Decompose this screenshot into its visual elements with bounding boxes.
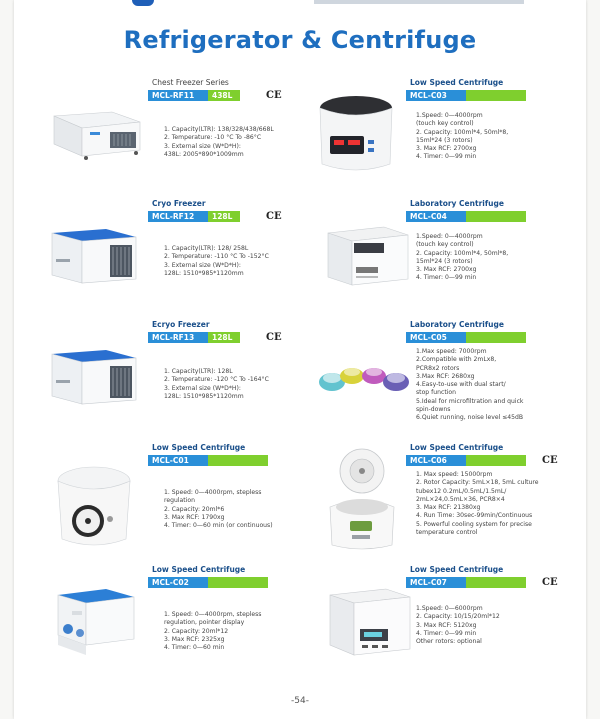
spec-line: 3. Max RCF: 2325xg — [164, 635, 225, 643]
ce-mark: CE — [266, 90, 282, 101]
model-bar — [406, 332, 526, 343]
spec-line: 1.Max speed: 7000rpm — [416, 348, 487, 355]
model-bar-fill — [466, 455, 526, 466]
model-code: MCL-C01 — [148, 455, 208, 466]
spec-list — [416, 605, 500, 646]
model-code: MCL-C04 — [406, 211, 466, 222]
model-bar-fill — [208, 577, 268, 588]
product-category: Low Speed Centrifuge — [410, 78, 504, 87]
product-category: Low Speed Centrifuge — [152, 565, 246, 574]
mini-centrifuges-image — [316, 360, 412, 396]
spec-line: 2. Capacity: 10/15/20ml*12 — [416, 613, 500, 621]
spec-line: 2. Capacity: 100ml*4, 50ml*8, — [416, 128, 509, 136]
spec-line: 1.Speed: 0—4000rpm — [416, 233, 483, 240]
spec-line: 128L: 1510*985*1120mm — [164, 269, 244, 277]
model-bar — [406, 577, 526, 588]
catalog-page — [14, 0, 586, 719]
product-mcl-c07 — [304, 565, 574, 675]
spec-line: 3.Max RCF: 2680xg — [416, 372, 475, 380]
spec-line: 3. Max RCF: 2700xg — [416, 145, 477, 153]
spec-line: 2. Temperature: -10 °C To -86°C — [164, 134, 262, 142]
spec-list — [416, 348, 523, 423]
spec-list — [416, 112, 508, 162]
ce-mark: CE — [266, 211, 282, 222]
spec-line: 3. External size (W*D*H): — [164, 261, 241, 269]
model-bar-fill — [466, 90, 526, 101]
page-title: Refrigerator & Centrifuge — [123, 26, 477, 54]
spec-line: 2. Capacity: 100ml*4, 50ml*8, — [416, 249, 509, 257]
spec-list — [416, 471, 539, 537]
spec-line: 3. Max RCF: 21380xg — [416, 504, 481, 512]
product-category: Low Speed Centrifuge — [410, 443, 504, 452]
spec-line: 2. Rotor Capacity: 5mL×18, 5mL culture — [416, 479, 539, 487]
spec-line: 2. Capacity: 20ml*12 — [164, 627, 229, 635]
high-speed-centrifuge-image — [318, 445, 402, 553]
spec-line: 1. Capacity(LTR): 138/328/438/668L — [164, 126, 274, 133]
product-category: Laboratory Centrifuge — [410, 320, 504, 329]
spec-line: 5.Ideal for microfiltration and quick — [416, 397, 524, 405]
ce-mark: CE — [266, 332, 282, 343]
spec-line: 2.Compatible with 2mLx8, — [416, 356, 497, 364]
spec-line: 1. Max speed: 15000rpm — [416, 471, 493, 478]
model-bar — [406, 90, 526, 101]
product-mcl-c02 — [44, 565, 314, 675]
spec-line: (touch key control) — [416, 120, 474, 128]
product-category: Laboratory Centrifuge — [410, 199, 504, 208]
spec-line: tubex12 0.2mL/0.5mL/1.5mL/ — [416, 487, 507, 495]
spec-list — [164, 126, 274, 159]
pointer-centrifuge-image — [50, 585, 138, 661]
model-bar-fill — [208, 455, 268, 466]
model-bar-fill — [466, 577, 526, 588]
spec-line: regulation, pointer display — [164, 619, 245, 627]
spec-line: 1. Capacity(LTR): 128L — [164, 368, 233, 375]
spec-line: 128L: 1510*985*1120mm — [164, 392, 244, 400]
product-category: Cryo Freezer — [152, 199, 206, 208]
spec-line: 6.Quiet running, noise level ≤45dB — [416, 414, 524, 422]
model-bar — [148, 455, 268, 466]
spec-line: (touch key control) — [416, 241, 474, 249]
model-code: MCL-C02 — [148, 577, 208, 588]
page-number: -54- — [291, 696, 309, 706]
product-category: Low Speed Centrifuge — [152, 443, 246, 452]
model-code: MCL-C07 — [406, 577, 466, 588]
spec-line: 1.Speed: 0—6000rpm — [416, 605, 483, 612]
spec-line: 2. Capacity: 20ml*6 — [164, 505, 225, 513]
product-mcl-c01 — [44, 443, 314, 553]
chest-freezer-image — [50, 106, 142, 162]
model-code: MCL-RF11 — [148, 90, 208, 101]
spec-line: 438L: 2005*890*1009mm — [164, 150, 244, 158]
model-code: MCL-RF13 — [148, 332, 208, 343]
spec-line: 2mL×24,0.5mL×36, PCR8×4 — [416, 495, 505, 503]
spec-line: PCR8x2 rotors — [416, 364, 460, 372]
product-mcl-rf11 — [44, 78, 314, 188]
spec-line: 3. Max RCF: 2700xg — [416, 266, 477, 274]
spec-line: 3. External size (W*D*H): — [164, 384, 241, 392]
spec-line: 3. Max RCF: 1790xg — [164, 513, 225, 521]
spec-line: stop function — [416, 389, 456, 397]
spec-line: 1. Speed: 0—4000rpm, stepless — [164, 611, 262, 618]
spec-list — [416, 233, 508, 283]
ce-mark: CE — [542, 577, 558, 588]
product-category: Chest Freezer Series — [152, 78, 229, 87]
benchtop-centrifuge-image — [324, 583, 412, 663]
ce-mark: CE — [542, 455, 558, 466]
model-bar — [406, 211, 526, 222]
product-mcl-rf12 — [44, 199, 314, 309]
spec-line: 4. Timer: 0—99 min — [416, 274, 477, 282]
model-bar — [148, 211, 240, 222]
spec-line: 4. Timer: 0—60 min — [164, 644, 225, 652]
spec-line: Other rotors: optional — [416, 638, 482, 646]
spec-line: 1. Capacity(LTR): 128/ 258L — [164, 245, 249, 252]
spec-list — [164, 368, 269, 401]
product-mcl-rf13 — [44, 320, 314, 430]
model-code: MCL-C06 — [406, 455, 466, 466]
spec-line: 1.Speed: 0—4000rpm — [416, 112, 483, 119]
model-capacity: 128L — [208, 211, 240, 222]
spec-list — [164, 245, 269, 278]
product-mcl-c04 — [304, 199, 574, 309]
header-strip — [314, 0, 524, 4]
spec-list — [164, 489, 273, 530]
model-bar — [148, 332, 240, 343]
model-bar — [148, 577, 268, 588]
model-bar-fill — [466, 332, 526, 343]
desktop-centrifuge-image — [52, 459, 136, 551]
product-category: Ecryo Freezer — [152, 320, 210, 329]
cryo-freezer-image — [48, 225, 140, 289]
spec-line: 4. Timer: 0—99 min — [416, 153, 477, 161]
spec-line: 4.Easy-to-use with dual start/ — [416, 381, 506, 389]
spec-line: 4. Timer: 0—99 min — [416, 629, 477, 637]
brand-logo-fragment — [132, 0, 154, 6]
spec-line: regulation — [164, 497, 195, 505]
model-bar-fill — [466, 211, 526, 222]
model-code: MCL-C03 — [406, 90, 466, 101]
product-mcl-c06 — [304, 443, 574, 553]
spec-line: 15ml*24 (3 rotors) — [416, 257, 473, 265]
touch-centrifuge-image — [312, 90, 400, 180]
model-capacity: 128L — [208, 332, 240, 343]
spec-line: 4. Timer: 0—60 min (or continuous) — [164, 522, 273, 530]
model-bar — [148, 90, 240, 101]
spec-line: 3. External size (W*D*H): — [164, 142, 241, 150]
spec-line: 15ml*24 (3 rotors) — [416, 136, 473, 144]
spec-line: 2. Temperature: -110 °C To -152°C — [164, 253, 269, 261]
spec-line: 4. Run Time: 30sec-99min/Continuous — [416, 512, 533, 520]
spec-line: temperature control — [416, 529, 478, 537]
lab-centrifuge-image — [324, 219, 412, 295]
spec-line: 1. Speed: 0—4000rpm, stepless — [164, 489, 262, 496]
product-category: Low Speed Centrifuge — [410, 565, 504, 574]
spec-line: 2. Temperature: -120 °C To -164°C — [164, 376, 269, 384]
model-code: MCL-RF12 — [148, 211, 208, 222]
model-capacity: 438L — [208, 90, 240, 101]
model-bar — [406, 455, 526, 466]
spec-list — [164, 611, 261, 652]
product-mcl-c03 — [304, 78, 574, 188]
spec-line: 5. Powerful cooling system for precise — [416, 520, 532, 528]
product-mcl-c05 — [304, 320, 574, 430]
ecryo-freezer-image — [48, 346, 140, 410]
model-code: MCL-C05 — [406, 332, 466, 343]
spec-line: 3. Max RCF: 5120xg — [416, 621, 477, 629]
spec-line: spin-downs — [416, 406, 451, 414]
